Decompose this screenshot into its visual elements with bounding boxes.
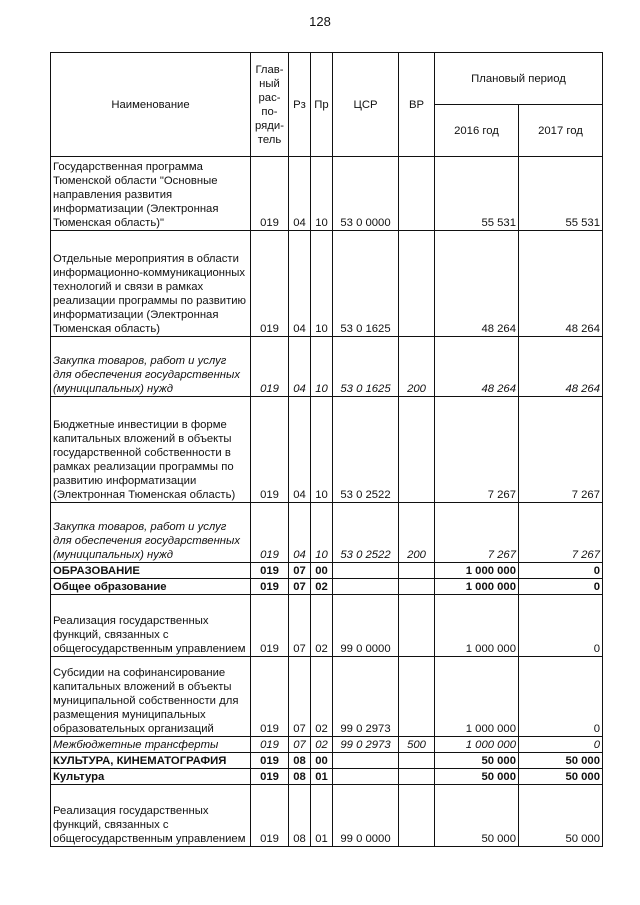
row-2016: 7 267 [435,503,519,563]
row-chief: 019 [251,657,289,737]
row-pr: 02 [311,579,333,595]
row-csr: 99 0 2973 [333,737,399,753]
row-2016: 7 267 [435,397,519,503]
row-rz: 04 [289,503,311,563]
row-chief: 019 [251,769,289,785]
row-pr: 02 [311,737,333,753]
row-vr [399,157,435,231]
row-name: Отдельные мероприятия в области информационно-коммуникационных технологий и связи в рамках реализации программы по развитию информатизации (Электронная Тюменская область) [51,231,251,337]
header-pr: Пр [311,53,333,157]
row-2017: 7 267 [519,397,603,503]
row-2017: 0 [519,595,603,657]
table-row [51,503,603,563]
row-name: Субсидии на софинансирование капитальных вложений в объекты муниципальной собственности для размещения муниципальных образовательных организаций [51,657,251,737]
row-chief: 019 [251,563,289,579]
row-vr [399,657,435,737]
row-csr [333,563,399,579]
row-csr: 53 0 2522 [333,503,399,563]
row-pr: 02 [311,657,333,737]
row-2017: 0 [519,579,603,595]
row-vr [399,579,435,595]
row-chief: 019 [251,337,289,397]
row-name: Реализация государственных функций, связанных с общегосударственным управлением [51,785,251,847]
row-csr: 53 0 0000 [333,157,399,231]
row-chief: 019 [251,753,289,769]
header-planned-period: Плановый период [435,53,603,105]
row-2016: 55 531 [435,157,519,231]
table-row [51,753,603,769]
row-chief: 019 [251,737,289,753]
row-csr [333,579,399,595]
row-pr: 00 [311,753,333,769]
table-row [51,337,603,397]
header-vr: ВР [399,53,435,157]
row-vr [399,563,435,579]
row-vr [399,785,435,847]
row-chief: 019 [251,503,289,563]
table-row [51,157,603,231]
row-rz: 07 [289,563,311,579]
row-2016: 1 000 000 [435,595,519,657]
row-pr: 02 [311,595,333,657]
row-rz: 08 [289,753,311,769]
row-pr: 01 [311,785,333,847]
row-name: Межбюджетные трансферты [51,737,251,753]
table-row [51,769,603,785]
row-rz: 08 [289,785,311,847]
row-2017: 50 000 [519,769,603,785]
row-chief: 019 [251,231,289,337]
row-2017: 48 264 [519,337,603,397]
row-rz: 08 [289,769,311,785]
row-name: Общее образование [51,579,251,595]
row-chief: 019 [251,579,289,595]
header-rz: Рз [289,53,311,157]
row-2016: 1 000 000 [435,737,519,753]
header-name: Наименование [51,53,251,157]
row-rz: 04 [289,231,311,337]
header-2016: 2016 год [435,105,519,157]
row-csr: 99 0 2973 [333,657,399,737]
row-name: Государственная программа Тюменской области "Основные направления развития информатизации (Электронная Тюменская область)" [51,157,251,231]
row-csr: 53 0 1625 [333,231,399,337]
row-chief: 019 [251,157,289,231]
row-csr: 53 0 1625 [333,337,399,397]
row-2016: 1 000 000 [435,657,519,737]
row-vr: 200 [399,503,435,563]
budget-table [50,52,603,847]
row-pr: 01 [311,769,333,785]
table-row [51,579,603,595]
row-chief: 019 [251,785,289,847]
table-row [51,785,603,847]
row-vr [399,769,435,785]
row-name: Культура [51,769,251,785]
header-csr: ЦСР [333,53,399,157]
table-row [51,231,603,337]
table-row [51,657,603,737]
row-2017: 50 000 [519,785,603,847]
row-2017: 7 267 [519,503,603,563]
row-pr: 10 [311,157,333,231]
row-name: Реализация государственных функций, связанных с общегосударственным управлением [51,595,251,657]
row-2017: 0 [519,563,603,579]
row-pr: 10 [311,397,333,503]
row-vr [399,231,435,337]
row-2016: 50 000 [435,753,519,769]
header-chief: Глав- ный рас- по- ряди- тель [251,53,289,157]
row-rz: 07 [289,595,311,657]
row-vr [399,397,435,503]
row-2017: 55 531 [519,157,603,231]
row-pr: 10 [311,231,333,337]
row-2017: 48 264 [519,231,603,337]
table-row [51,595,603,657]
row-name: КУЛЬТУРА, КИНЕМАТОГРАФИЯ [51,753,251,769]
row-2017: 0 [519,657,603,737]
row-2017: 0 [519,737,603,753]
row-rz: 07 [289,737,311,753]
row-name: Бюджетные инвестиции в форме капитальных вложений в объекты государственной собственности в рамках реализации программы по развитию информатизации (Электронная Тюменская область) [51,397,251,503]
row-csr [333,769,399,785]
row-2016: 1 000 000 [435,579,519,595]
row-csr: 99 0 0000 [333,785,399,847]
row-name: Закупка товаров, работ и услуг для обеспечения государственных (муниципальных) нужд [51,337,251,397]
row-pr: 00 [311,563,333,579]
table-row [51,397,603,503]
table-row [51,737,603,753]
row-chief: 019 [251,397,289,503]
header-2017: 2017 год [519,105,603,157]
row-2016: 48 264 [435,337,519,397]
row-name: Закупка товаров, работ и услуг для обеспечения государственных (муниципальных) нужд [51,503,251,563]
row-rz: 07 [289,579,311,595]
row-2016: 1 000 000 [435,563,519,579]
row-2016: 50 000 [435,769,519,785]
row-csr: 99 0 0000 [333,595,399,657]
row-2016: 48 264 [435,231,519,337]
row-pr: 10 [311,337,333,397]
row-name: ОБРАЗОВАНИЕ [51,563,251,579]
row-rz: 04 [289,397,311,503]
row-vr: 200 [399,337,435,397]
row-2016: 50 000 [435,785,519,847]
table-row [51,563,603,579]
row-2017: 50 000 [519,753,603,769]
row-pr: 10 [311,503,333,563]
row-csr: 53 0 2522 [333,397,399,503]
row-rz: 04 [289,337,311,397]
row-csr [333,753,399,769]
row-vr [399,595,435,657]
row-vr [399,753,435,769]
row-rz: 07 [289,657,311,737]
page-number: 128 [309,14,331,29]
row-chief: 019 [251,595,289,657]
row-rz: 04 [289,157,311,231]
row-vr: 500 [399,737,435,753]
